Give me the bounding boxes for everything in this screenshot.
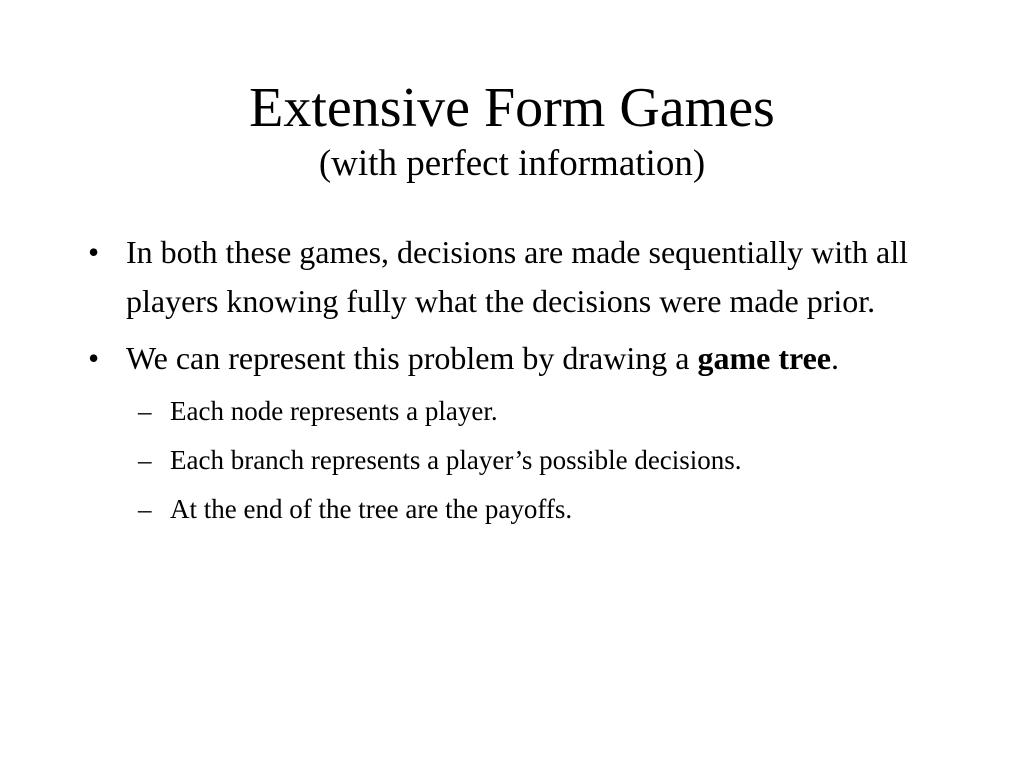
sub-bullet-item — [88, 440, 948, 480]
sub-bullet-list — [88, 391, 948, 529]
sub-bullet-text: Each branch represents a player’s possible decisions. — [170, 445, 742, 475]
bullet-text: In both these games, decisions are made sequentially with all players knowing fully what the decisions were made prior. — [126, 234, 908, 319]
sub-bullet-text: At the end of the tree are the payoffs. — [170, 494, 573, 524]
sub-bullet-marker: – — [138, 494, 152, 524]
bullet-marker: • — [88, 234, 100, 270]
bullet-item — [88, 334, 948, 383]
sub-bullet-item — [88, 391, 948, 431]
bullet-list — [88, 228, 948, 538]
bold-term: game tree — [697, 340, 831, 376]
bullet-text — [126, 340, 839, 376]
bullet-text-part: . — [831, 340, 839, 376]
slide-title: Extensive Form Games — [249, 77, 775, 139]
bullet-marker: • — [88, 340, 100, 376]
slide-subtitle: (with perfect information) — [318, 143, 706, 184]
bullet-item — [88, 228, 948, 326]
sub-bullet-text: Each node represents a player. — [170, 396, 498, 426]
sub-bullet-marker: – — [138, 396, 152, 426]
sub-bullet-item — [88, 489, 948, 529]
sub-bullet-marker: – — [138, 445, 152, 475]
title-block — [0, 74, 1024, 186]
bullet-text-part: We can represent this problem by drawing a — [126, 340, 698, 376]
